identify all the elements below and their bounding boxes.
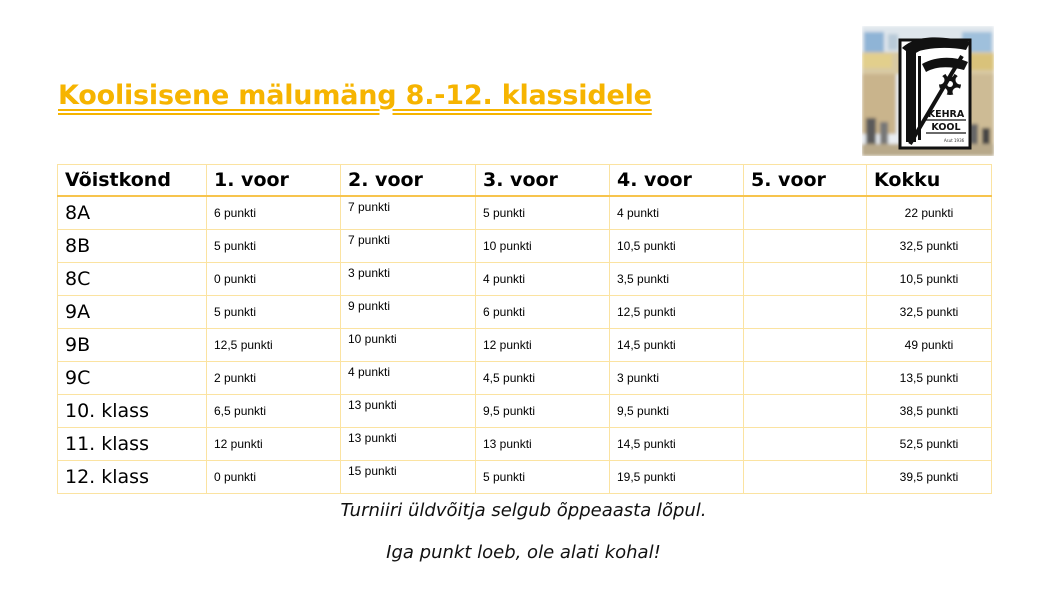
table-row [58,230,992,263]
total-score: 52,5 punkti [867,428,992,461]
round-4-score: 19,5 punkti [610,461,744,494]
round-4-score: 12,5 punkti [610,296,744,329]
total-score: 10,5 punkti [867,263,992,296]
round-4-score: 4 punkti [610,196,744,230]
round-2-score: 15 punkti [341,461,476,494]
team-name: 9B [58,329,207,362]
round-5-score [744,196,867,230]
round-1-score: 0 punkti [207,263,341,296]
round-2-score: 13 punkti [341,428,476,461]
total-score: 39,5 punkti [867,461,992,494]
round-5-score [744,230,867,263]
round-5-score [744,296,867,329]
round-2-score: 7 punkti [341,230,476,263]
round-2-score: 4 punkti [341,362,476,395]
round-4-score: 3 punkti [610,362,744,395]
team-name: 8B [58,230,207,263]
round-3-score: 6 punkti [476,296,610,329]
round-3-score: 5 punkti [476,196,610,230]
table-row [58,296,992,329]
round-5-score [744,461,867,494]
logo-text-kool: KOOL [931,122,961,133]
round-5-score [744,395,867,428]
total-score: 22 punkti [867,196,992,230]
header-total: Kokku [867,165,992,197]
total-score: 49 punkti [867,329,992,362]
results-table [57,164,992,494]
logo-text-kehra: KEHRA [927,109,965,120]
team-name: 11. klass [58,428,207,461]
round-1-score: 2 punkti [207,362,341,395]
round-1-score: 5 punkti [207,296,341,329]
table-row [58,461,992,494]
header-round-3: 3. voor [476,165,610,197]
table-row [58,362,992,395]
round-1-score: 12 punkti [207,428,341,461]
round-2-score: 7 punkti [341,196,476,230]
round-3-score: 12 punkti [476,329,610,362]
total-score: 32,5 punkti [867,230,992,263]
total-score: 32,5 punkti [867,296,992,329]
round-2-score: 9 punkti [341,296,476,329]
tournament-note: Turniiri üldvõitja selgub õppeaasta lõpul. [340,500,707,521]
round-4-score: 14,5 punkti [610,329,744,362]
total-score: 13,5 punkti [867,362,992,395]
round-4-score: 3,5 punkti [610,263,744,296]
round-5-score [744,263,867,296]
round-3-score: 10 punkti [476,230,610,263]
table-row [58,395,992,428]
round-5-score [744,362,867,395]
attendance-note: Iga punkt loeb, ole alati kohal! [386,542,661,563]
table-row [58,196,992,230]
team-name: 9A [58,296,207,329]
round-1-score: 5 punkti [207,230,341,263]
table-row [58,428,992,461]
header-round-1: 1. voor [207,165,341,197]
table-header-row [58,165,992,197]
round-5-score [744,329,867,362]
round-3-score: 5 punkti [476,461,610,494]
header-team: Võistkond [58,165,207,197]
round-1-score: 12,5 punkti [207,329,341,362]
round-4-score: 9,5 punkti [610,395,744,428]
total-score: 38,5 punkti [867,395,992,428]
table-row [58,263,992,296]
round-5-score [744,428,867,461]
header-round-4: 4. voor [610,165,744,197]
round-2-score: 13 punkti [341,395,476,428]
table-row [58,329,992,362]
round-2-score: 10 punkti [341,329,476,362]
team-name: 8A [58,196,207,230]
team-name: 12. klass [58,461,207,494]
round-3-score: 4,5 punkti [476,362,610,395]
round-3-score: 13 punkti [476,428,610,461]
round-1-score: 6 punkti [207,196,341,230]
header-round-2: 2. voor [341,165,476,197]
round-1-score: 0 punkti [207,461,341,494]
page-title: Koolisisene mälumäng 8.-12. klassidele [58,80,652,111]
team-name: 8C [58,263,207,296]
header-round-5: 5. voor [744,165,867,197]
team-name: 10. klass [58,395,207,428]
round-4-score: 10,5 punkti [610,230,744,263]
logo-text-est: Asut 1936 [943,138,965,143]
round-3-score: 9,5 punkti [476,395,610,428]
round-1-score: 6,5 punkti [207,395,341,428]
round-2-score: 3 punkti [341,263,476,296]
round-3-score: 4 punkti [476,263,610,296]
team-name: 9C [58,362,207,395]
round-4-score: 14,5 punkti [610,428,744,461]
school-logo [862,26,994,156]
